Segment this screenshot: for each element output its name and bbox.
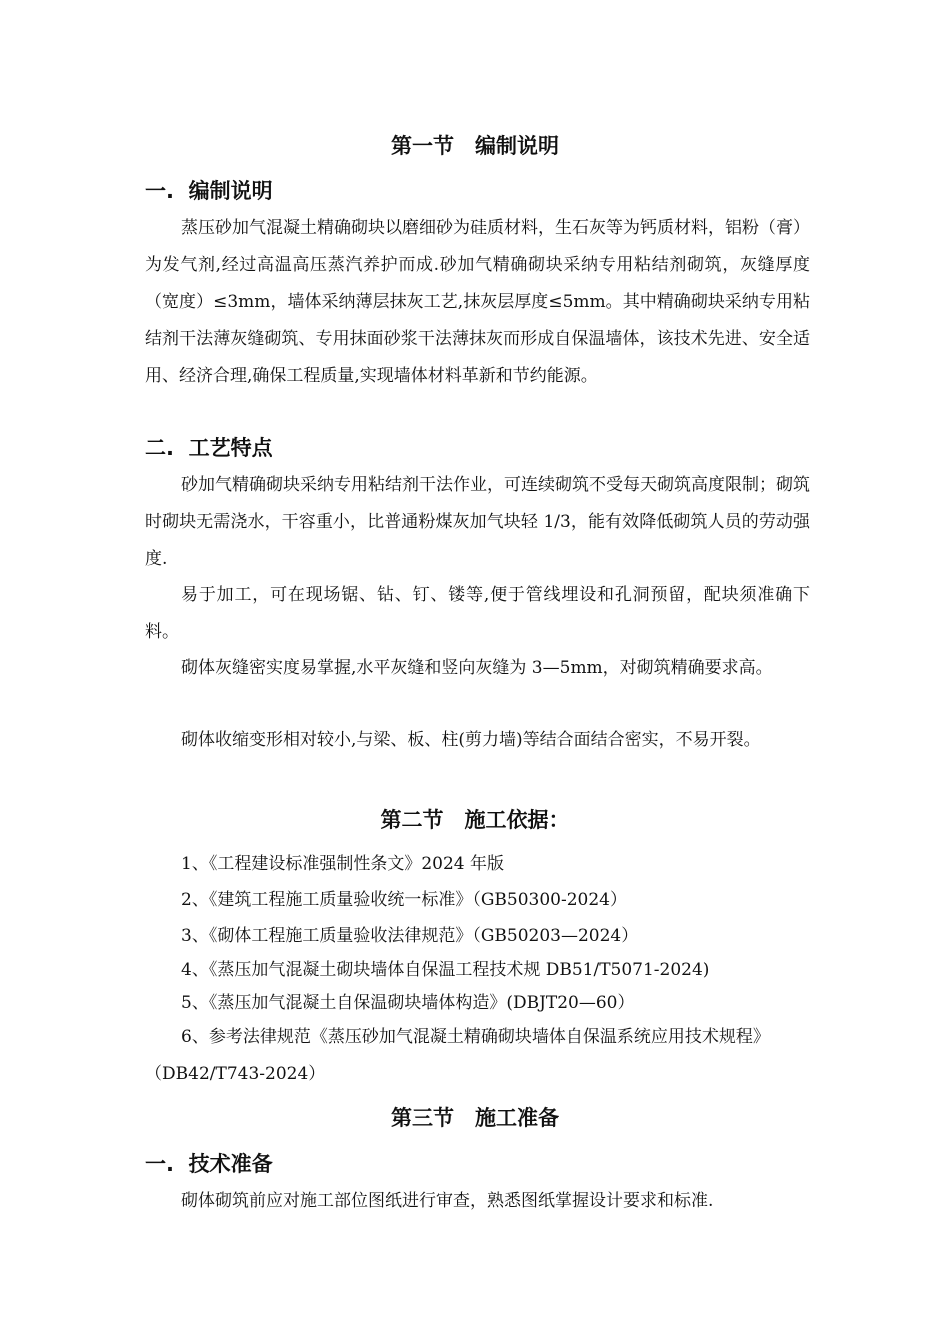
subsection-heading: 一. 编制说明: [145, 179, 273, 203]
list-item: 2、《建筑工程施工质量验收统一标准》（GB50300-2024）: [181, 890, 627, 910]
paragraph: 砌体收缩变形相对较小,与梁、板、柱(剪力墙)等结合面结合密实，不易开裂。: [181, 730, 761, 750]
paragraph: 蒸压砂加气混凝土精确砌块以磨细砂为硅质材料，生石灰等为钙质材料，铝粉（膏）为发气剂,经过高温高压蒸汽养护而成.砂加气精确砌块采纳专用粘结剂砌筑，灰缝厚度（宽度）≤3mm，墙体采纳薄层抹灰工艺,抹灰层厚度≤5mm。其中精确砌块采纳专用粘结剂干法薄灰缝砌筑、专用抹面砂浆干法薄抹灰而形成自保温墙体，该技术先进、安全适用、经济合理,确保工程质量,实现墙体材料革新和节约能源。: [145, 218, 810, 386]
section-title: 第二节 施工依据：: [380, 808, 570, 832]
subsection-heading: 一. 技术准备: [145, 1152, 273, 1176]
list-item: 3、《砌体工程施工质量验收法律规范》（GB50203—2024）: [181, 926, 639, 946]
list-item: 4、《蒸压加气混凝土砌块墙体自保温工程技术规 DB51/T5071-2024): [181, 960, 710, 980]
paragraph: 易于加工，可在现场锯、钻、钉、镂等,便于管线埋设和孔洞预留，配块须准确下料。: [145, 585, 810, 642]
list-item: 6、参考法律规范《蒸压砂加气混凝土精确砌块墙体自保温系统应用技术规程》（DB42/T743-2024）: [145, 1027, 770, 1084]
paragraph: 砌体灰缝密实度易掌握,水平灰缝和竖向灰缝为 3—5mm，对砌筑精确要求高。: [181, 658, 773, 678]
list-item: 1、《工程建设标准强制性条文》2024 年版: [181, 854, 504, 874]
paragraph: 砌体砌筑前应对施工部位图纸进行审查，熟悉图纸掌握设计要求和标准.: [181, 1191, 714, 1211]
paragraph: 砂加气精确砌块采纳专用粘结剂干法作业，可连续砌筑不受每天砌筑高度限制；砌筑时砌块无需浇水，干容重小，比普通粉煤灰加气块轻 1/3，能有效降低砌筑人员的劳动强度.: [145, 475, 810, 569]
section-title: 第三节 施工准备: [391, 1106, 559, 1130]
list-item: 5、《蒸压加气混凝土自保温砌块墙体构造》(DBJT20—60）: [181, 993, 635, 1013]
section-title: 第一节 编制说明: [391, 134, 559, 158]
subsection-heading: 二. 工艺特点: [145, 436, 273, 460]
